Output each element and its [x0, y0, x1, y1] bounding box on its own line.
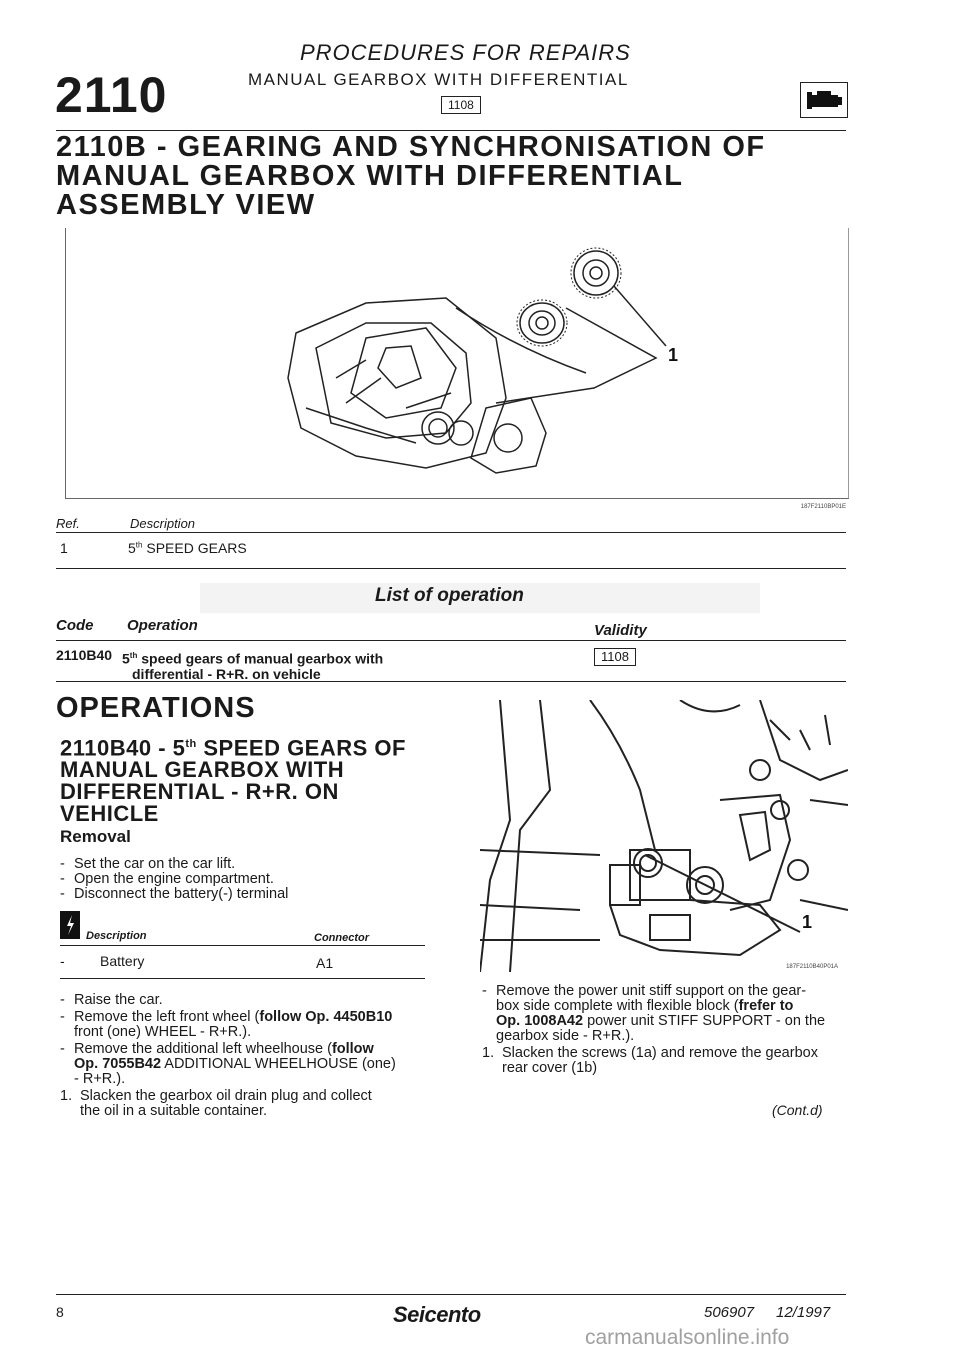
step-text: front (one) WHEEL - R+R.). [74, 1024, 252, 1040]
connector-description-header: Description [86, 930, 147, 942]
list-item [60, 1042, 430, 1087]
step-text: Remove the left front wheel ( [74, 1009, 260, 1025]
step-line: rear cover (1b) [502, 1060, 598, 1076]
table-rule [56, 640, 846, 641]
operation-description [122, 648, 383, 682]
prep-steps [60, 857, 450, 902]
validity-header: Validity [594, 622, 647, 639]
step-reference: frefer to [738, 998, 794, 1014]
continued-note: (Cont.d) [772, 1102, 823, 1118]
connector-description: Battery [100, 953, 145, 969]
footer-rule [56, 1294, 846, 1295]
page-title [56, 133, 856, 220]
doc-date: 12/1997 [776, 1304, 831, 1321]
ref-desc-superscript: th [135, 540, 143, 550]
page-number: 8 [56, 1304, 64, 1320]
operations-heading: OPERATIONS [56, 692, 256, 724]
ref-number: 1 [60, 540, 68, 556]
operation-title-line: DIFFERENTIAL - R+R. ON [60, 779, 339, 805]
operation-validity: 1108 [594, 648, 636, 666]
operation-line: differential - R+R. on vehicle [132, 665, 321, 682]
code-header: Code [56, 617, 94, 634]
operation-line [122, 648, 383, 667]
table-rule [56, 568, 846, 569]
section-heading: PROCEDURES FOR REPAIRS [300, 40, 631, 65]
callout-label: 1 [802, 912, 813, 932]
step-text: Remove the power unit stiff support on the gear- [496, 983, 807, 999]
gearbox-illustration [66, 228, 848, 498]
callout-label: 1 [668, 345, 679, 365]
operation-title-line: MANUAL GEARBOX WITH [60, 757, 345, 783]
step-text: Remove the additional left wheelhouse ( [74, 1041, 332, 1057]
step-line: Slacken the gearbox oil drain plug and collect [80, 1088, 372, 1104]
watermark: carmanualsonline.info [585, 1326, 790, 1349]
connector-value: A1 [316, 955, 334, 971]
operation-title-line [60, 733, 450, 759]
connector-header: Connector [314, 932, 369, 944]
step-text: power unit STIFF SUPPORT - on the [583, 1013, 826, 1029]
operation-text: speed gears of manual gearbox with [137, 650, 384, 667]
step-number: 1. [482, 1045, 495, 1061]
gearbox-detail-illustration [480, 700, 848, 972]
list-item: - Open the engine compartment. [60, 872, 450, 887]
page-title-line: ASSEMBLY VIEW [56, 189, 316, 221]
operation-title-text: SPEED GEARS OF [196, 735, 406, 761]
doc-number: 506907 [704, 1304, 755, 1321]
figure-code: 187F2110B40P01A [786, 964, 838, 970]
removal-heading: Removal [60, 827, 131, 846]
ref-description [128, 540, 247, 556]
operation-code: 2110B40 [56, 647, 113, 663]
removal-steps [60, 993, 430, 1119]
warning-icon [60, 911, 80, 939]
step-number: 1. [60, 1088, 73, 1104]
description-header: Description [130, 516, 196, 531]
ref-desc-number: 5 [128, 540, 136, 556]
ref-header: Ref. [56, 516, 80, 531]
step-text: box side complete with flexible block ( [496, 998, 739, 1014]
section-subtitle: MANUAL GEARBOX WITH DIFFERENTIAL [248, 70, 629, 89]
operation-title-line: VEHICLE [60, 801, 159, 827]
step-reference: follow Op. 4450B10 [259, 1009, 393, 1025]
table-rule [60, 945, 425, 946]
validity-badge: 1108 [441, 96, 481, 114]
list-of-operation-heading: List of operation [375, 585, 524, 606]
list-item [482, 984, 852, 1044]
table-rule [60, 978, 425, 979]
operation-title-superscript: th [185, 738, 197, 750]
operation-header: Operation [127, 617, 198, 634]
list-item: - Disconnect the battery(-) terminal [60, 887, 450, 902]
drain-plug-figure [480, 700, 848, 972]
ref-desc-text: SPEED GEARS [142, 540, 247, 556]
vehicle-icon [800, 82, 848, 118]
table-rule [56, 681, 846, 682]
list-item [60, 1010, 430, 1040]
figure-code: 187F2110BP01E [800, 504, 846, 510]
step-reference: Op. 1008A42 [496, 1013, 584, 1029]
step-reference: follow [331, 1041, 374, 1057]
numbered-step [482, 1046, 852, 1076]
step-text: gearbox side - R+R.). [496, 1028, 635, 1044]
list-item: - Raise the car. [60, 993, 430, 1008]
operation-superscript: th [129, 651, 138, 660]
assembly-figure [65, 228, 849, 510]
numbered-step [60, 1089, 430, 1119]
operation-title-code: 2110B40 - 5 [60, 735, 186, 761]
step-text: ADDITIONAL WHEELHOUSE (one) [161, 1056, 396, 1072]
right-column-steps [482, 984, 852, 1076]
table-rule [56, 532, 846, 533]
step-text: - R+R.). [74, 1071, 126, 1087]
page-title-line: 2110B - GEARING AND SYNCHRONISATION OF [56, 131, 766, 163]
brand-logo: Seicento [393, 1302, 481, 1327]
model-number: 2110 [55, 67, 168, 123]
operation-title [60, 733, 450, 825]
list-item: - Set the car on the car lift. [60, 857, 450, 872]
step-line: the oil in a suitable container. [80, 1103, 268, 1119]
connector-dash: - [60, 953, 65, 969]
operation-number: 5 [122, 650, 130, 667]
step-line: Slacken the screws (1a) and remove the gearbox [502, 1045, 818, 1061]
step-reference: Op. 7055B42 [74, 1056, 162, 1072]
page-title-line: MANUAL GEARBOX WITH DIFFERENTIAL [56, 160, 684, 192]
